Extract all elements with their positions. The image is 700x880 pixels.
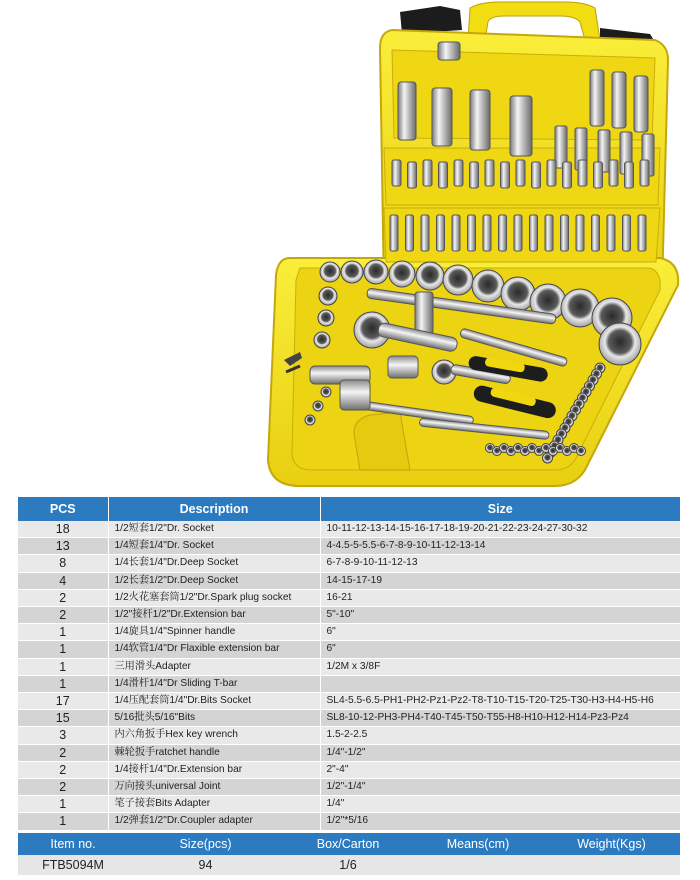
bit-socket xyxy=(408,162,417,188)
bit xyxy=(576,215,584,251)
means-value xyxy=(413,855,543,875)
bit-socket xyxy=(423,160,432,186)
size-cell: 1/4"-1/2" xyxy=(320,744,680,761)
bit-socket xyxy=(392,160,401,186)
spec-row xyxy=(18,641,680,658)
size-cell: 14-15-17-19 xyxy=(320,572,680,589)
bit xyxy=(499,215,507,251)
bit-socket xyxy=(609,160,618,186)
socket xyxy=(341,261,363,283)
socket xyxy=(599,323,641,365)
size-header: Size xyxy=(320,497,680,521)
bit xyxy=(592,215,600,251)
pcs-header: PCS xyxy=(18,497,108,521)
description-cell: 1/2"接杆1/2"Dr.Extension bar xyxy=(108,607,320,624)
bit-socket xyxy=(532,162,541,188)
pcs-cell: 1 xyxy=(18,813,108,830)
description-cell: 1/4短套1/4"Dr. Socket xyxy=(108,538,320,555)
spec-row xyxy=(18,589,680,606)
description-cell: 1/2弹套1/2"Dr.Coupler adapter xyxy=(108,813,320,830)
size-cell: 5"-10" xyxy=(320,607,680,624)
spec-row xyxy=(18,710,680,727)
small-socket xyxy=(313,401,323,411)
bit-socket xyxy=(501,162,510,188)
bit xyxy=(638,215,646,251)
description-cell: 1/4旋具1/4"Spinner handle xyxy=(108,624,320,641)
description-cell: 1/4长套1/4"Dr.Deep Socket xyxy=(108,555,320,572)
spec-row xyxy=(18,796,680,813)
size-cell xyxy=(320,675,680,692)
bit xyxy=(437,215,445,251)
socket xyxy=(443,265,473,295)
pcs-cell: 17 xyxy=(18,693,108,710)
pcs-cell: 2 xyxy=(18,761,108,778)
pcs-cell: 1 xyxy=(18,658,108,675)
spec-row xyxy=(18,693,680,710)
bit xyxy=(452,215,460,251)
item-no-header: Item no. xyxy=(18,833,128,855)
socket xyxy=(416,262,444,290)
bit-socket xyxy=(578,160,587,186)
spec-row xyxy=(18,572,680,589)
spec-row xyxy=(18,761,680,778)
bit xyxy=(530,215,538,251)
pcs-cell: 1 xyxy=(18,624,108,641)
description-cell: 三用滑头Adapter xyxy=(108,658,320,675)
spec-header-row xyxy=(18,497,680,521)
bit-socket xyxy=(563,162,572,188)
description-cell: 万向接头universal Joint xyxy=(108,779,320,796)
pcs-cell: 2 xyxy=(18,589,108,606)
description-header: Description xyxy=(108,497,320,521)
bit-socket xyxy=(470,162,479,188)
bit xyxy=(483,215,491,251)
bit-socket xyxy=(547,160,556,186)
size-cell: 1/2M x 3/8F xyxy=(320,658,680,675)
size-cell: 1/4" xyxy=(320,796,680,813)
description-cell: 5/16批头5/16"Bits xyxy=(108,710,320,727)
description-cell: 1/2长套1/2"Dr.Deep Socket xyxy=(108,572,320,589)
pcs-cell: 1 xyxy=(18,641,108,658)
size-pcs-header: Size(pcs) xyxy=(128,833,283,855)
socket xyxy=(364,260,388,284)
pcs-cell: 4 xyxy=(18,572,108,589)
pcs-cell: 1 xyxy=(18,675,108,692)
spec-row xyxy=(18,813,680,830)
spec-body xyxy=(18,521,680,830)
description-cell: 1/4压配套筒1/4"Dr.Bits Socket xyxy=(108,693,320,710)
socket xyxy=(318,310,334,326)
size-cell: SL4-5.5-6.5-PH1-PH2-Pz1-Pz2-T8-T10-T15-T20-T25-T30-H3-H4-H5-H6 xyxy=(320,693,680,710)
description-cell: 1/4软管1/4"Dr Flaxible extension bar xyxy=(108,641,320,658)
pcs-cell: 18 xyxy=(18,521,108,538)
description-cell: 1/4接杆1/4"Dr.Extension bar xyxy=(108,761,320,778)
size-cell: 1.5-2-2.5 xyxy=(320,727,680,744)
size-cell: 4-4.5-5-5.5-6-7-8-9-10-11-12-13-14 xyxy=(320,538,680,555)
bit-row-upper xyxy=(392,160,649,188)
pcs-cell: 15 xyxy=(18,710,108,727)
size-cell: 6" xyxy=(320,624,680,641)
socket xyxy=(389,261,415,287)
pcs-cell: 3 xyxy=(18,727,108,744)
spec-row xyxy=(18,675,680,692)
bit xyxy=(607,215,615,251)
description-cell: 1/2火花塞套筒1/2"Dr.Spark plug socket xyxy=(108,589,320,606)
pcs-cell: 2 xyxy=(18,744,108,761)
bit-socket xyxy=(454,160,463,186)
bit-socket xyxy=(594,162,603,188)
item-table xyxy=(18,833,680,875)
size-cell: 1/2"*5/16 xyxy=(320,813,680,830)
size-cell: 16-21 xyxy=(320,589,680,606)
size-cell: SL8-10-12-PH3-PH4-T40-T45-T50-T55-H8-H10-H12-H14-Pz3-Pz4 xyxy=(320,710,680,727)
bit xyxy=(514,215,522,251)
bit-socket xyxy=(485,160,494,186)
socket xyxy=(319,287,337,305)
bit xyxy=(406,215,414,251)
description-cell: 1/2短套1/2"Dr. Socket xyxy=(108,521,320,538)
item-header-row xyxy=(18,833,680,855)
size-cell: 2"-4" xyxy=(320,761,680,778)
weight-header: Weight(Kgs) xyxy=(543,833,680,855)
pcs-cell: 2 xyxy=(18,607,108,624)
bit-socket xyxy=(439,162,448,188)
small-socket xyxy=(321,387,331,397)
small-socket xyxy=(305,415,315,425)
means-header: Means(cm) xyxy=(413,833,543,855)
bit xyxy=(545,215,553,251)
size-pcs-value: 94 xyxy=(128,855,283,875)
socket xyxy=(501,277,535,311)
pcs-cell: 2 xyxy=(18,779,108,796)
description-cell: 棘轮扳手ratchet handle xyxy=(108,744,320,761)
spec-row xyxy=(18,727,680,744)
spec-row xyxy=(18,658,680,675)
description-cell: 1/4滑杆1/4"Dr Sliding T-bar xyxy=(108,675,320,692)
item-no-value: FTB5094M xyxy=(18,855,128,875)
size-cell: 10-11-12-13-14-15-16-17-18-19-20-21-22-23-24-27-30-32 xyxy=(320,521,680,538)
weight-value xyxy=(543,855,680,875)
spec-row xyxy=(18,624,680,641)
bit-socket xyxy=(516,160,525,186)
bit-row-lower xyxy=(390,215,646,251)
bit xyxy=(468,215,476,251)
size-cell: 6" xyxy=(320,641,680,658)
spec-row xyxy=(18,555,680,572)
bit-socket xyxy=(640,160,649,186)
small-socket xyxy=(577,447,586,456)
socket xyxy=(314,332,330,348)
socket xyxy=(472,270,504,302)
size-cell: 1/2"-1/4" xyxy=(320,779,680,796)
size-cell: 6-7-8-9-10-11-12-13 xyxy=(320,555,680,572)
spec-row xyxy=(18,607,680,624)
spec-row xyxy=(18,779,680,796)
bit xyxy=(421,215,429,251)
pcs-cell: 8 xyxy=(18,555,108,572)
spec-row xyxy=(18,744,680,761)
pcs-cell: 13 xyxy=(18,538,108,555)
spec-table xyxy=(18,497,680,831)
bit xyxy=(390,215,398,251)
spec-row xyxy=(18,521,680,538)
bit-socket xyxy=(625,162,634,188)
bit xyxy=(561,215,569,251)
item-value-row xyxy=(18,855,680,875)
box-carton-header: Box/Carton xyxy=(283,833,413,855)
bit xyxy=(623,215,631,251)
description-cell: 内六角扳手Hex key wrench xyxy=(108,727,320,744)
box-carton-value: 1/6 xyxy=(283,855,413,875)
socket xyxy=(320,262,340,282)
description-cell: 笔子接套Bits Adapter xyxy=(108,796,320,813)
pcs-cell: 1 xyxy=(18,796,108,813)
spec-row xyxy=(18,538,680,555)
